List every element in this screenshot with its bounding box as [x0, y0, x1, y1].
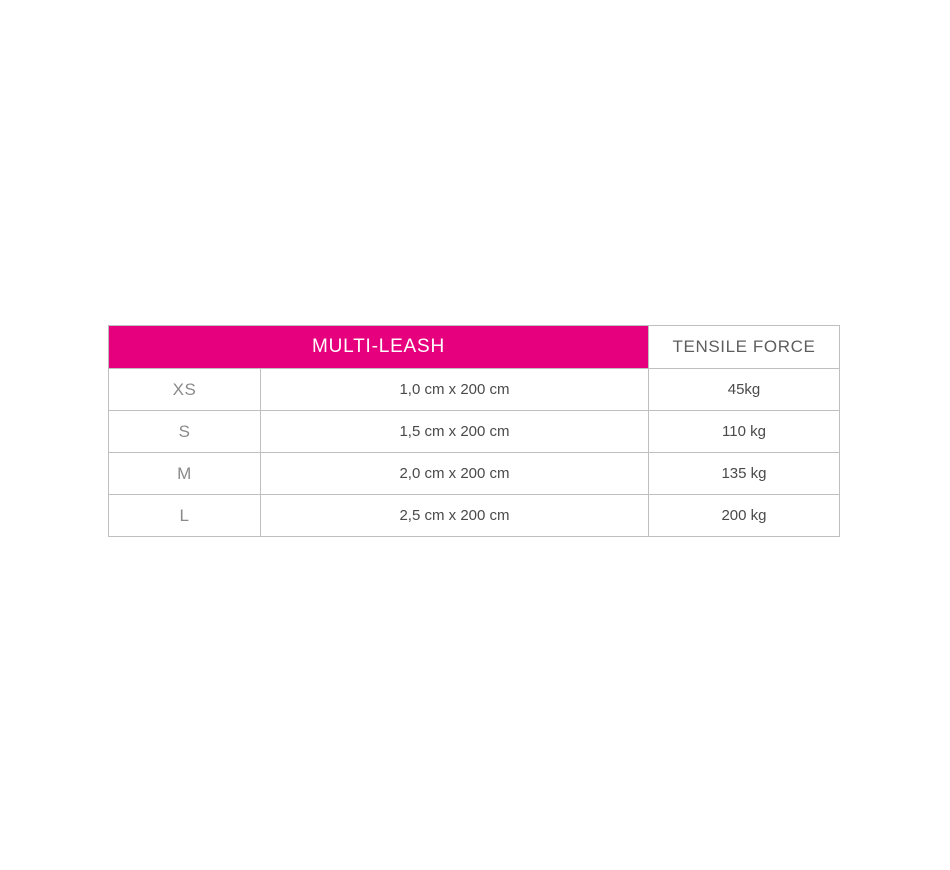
cell-size: M	[109, 453, 261, 495]
cell-tensile-force: 110 kg	[649, 411, 840, 453]
table-row	[109, 495, 840, 537]
cell-size: L	[109, 495, 261, 537]
size-chart-container	[108, 325, 839, 537]
cell-dimensions: 2,0 cm x 200 cm	[261, 453, 649, 495]
table-body	[109, 369, 840, 537]
size-chart-table	[108, 325, 840, 537]
cell-dimensions: 1,0 cm x 200 cm	[261, 369, 649, 411]
cell-size: XS	[109, 369, 261, 411]
table-row	[109, 369, 840, 411]
header-tensile-force: TENSILE FORCE	[649, 326, 840, 369]
cell-tensile-force: 200 kg	[649, 495, 840, 537]
header-product-title: MULTI-LEASH	[109, 326, 649, 369]
cell-dimensions: 2,5 cm x 200 cm	[261, 495, 649, 537]
cell-tensile-force: 45kg	[649, 369, 840, 411]
cell-tensile-force: 135 kg	[649, 453, 840, 495]
cell-dimensions: 1,5 cm x 200 cm	[261, 411, 649, 453]
table-row	[109, 411, 840, 453]
table-header	[109, 326, 840, 369]
table-row	[109, 453, 840, 495]
table-header-row	[109, 326, 840, 369]
cell-size: S	[109, 411, 261, 453]
